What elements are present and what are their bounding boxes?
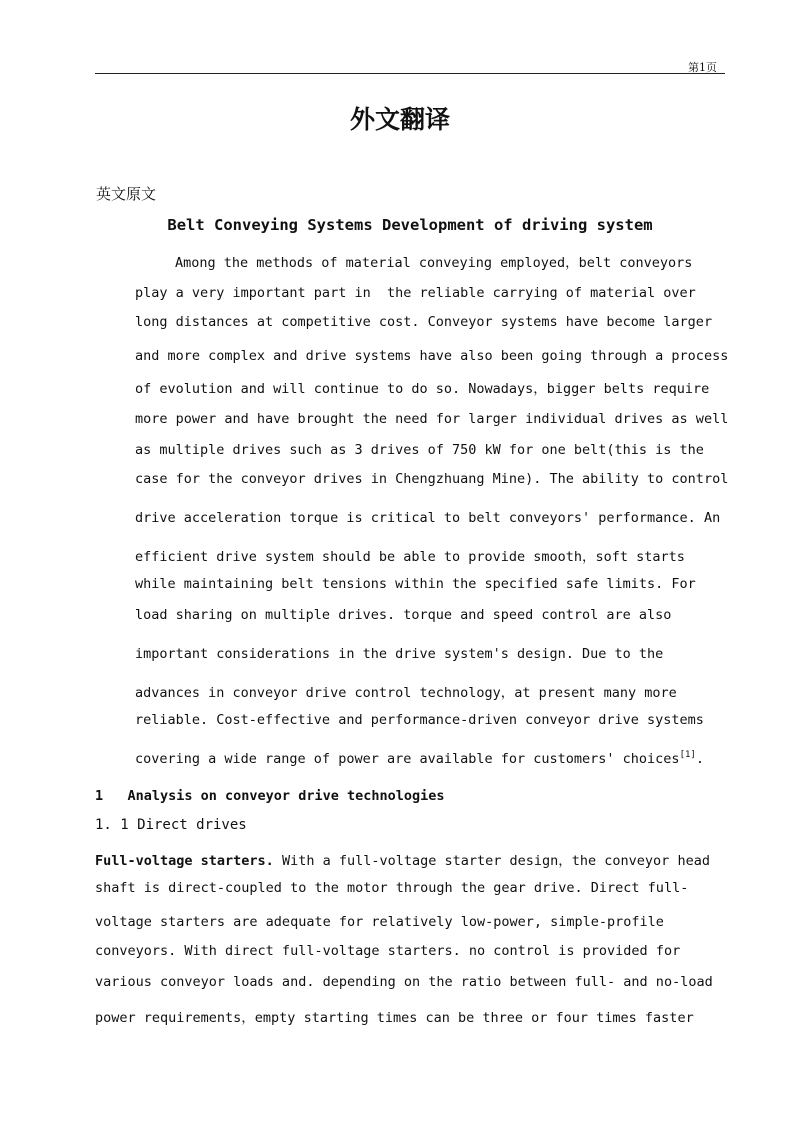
para-line: conveyors. With direct full-voltage starters. no control is provided for [95, 943, 681, 959]
intro-line: as multiple drives such as 3 drives of 750 kW for one belt(this is the [135, 442, 704, 458]
page-number: 第1页 [688, 61, 717, 74]
intro-line: long distances at competitive cost. Conveyor systems have become larger [135, 314, 713, 330]
para-line: various conveyor loads and. depending on the ratio between full- and no-load [95, 974, 713, 990]
intro-line: advances in conveyor drive control technology，at present many more [135, 685, 677, 701]
section-heading: 1 Analysis on conveyor drive technologies [95, 788, 445, 804]
header-rule [95, 73, 725, 74]
intro-line-end: . [695, 751, 704, 767]
subsection-heading: 1. 1 Direct drives [95, 817, 247, 833]
intro-line: more power and have brought the need for larger individual drives as well [135, 411, 729, 427]
intro-line-text: covering a wide range of power are available for customers' choices [135, 751, 680, 767]
intro-line: while maintaining belt tensions within the specified safe limits. For [135, 576, 696, 592]
intro-line: important considerations in the drive system's design. Due to the [135, 646, 664, 662]
para-lead-term: Full-voltage starters. [95, 853, 274, 869]
citation-marker: [1] [679, 750, 696, 760]
intro-line: drive acceleration torque is critical to belt conveyors' performance. An [135, 510, 721, 526]
intro-line: reliable. Cost-effective and performance-driven conveyor drive systems [135, 712, 704, 728]
section-label: 英文原文 [96, 185, 157, 203]
document-title: 外文翻译 [349, 105, 450, 134]
intro-line: of evolution and will continue to do so. Nowadays，bigger belts require [135, 381, 710, 397]
intro-line: Among the methods of material conveying employed，belt conveyors [175, 255, 693, 271]
para-line-text: With a full-voltage starter design，the conveyor head [273, 853, 710, 869]
para-line: voltage starters are adequate for relatively low-power, simple-profile [95, 914, 664, 930]
intro-line: case for the conveyor drives in Chengzhuang Mine). The ability to control [135, 471, 729, 487]
para-line: shaft is direct-coupled to the motor through the gear drive. Direct full- [95, 880, 689, 896]
intro-line: play a very important part in the reliable carrying of material over [135, 285, 696, 301]
article-title: Belt Conveying Systems Development of driving system [167, 216, 653, 234]
para-first-line [95, 849, 710, 869]
intro-line: efficient drive system should be able to provide smooth，soft starts [135, 549, 685, 565]
intro-line: load sharing on multiple drives. torque and speed control are also [135, 607, 672, 623]
intro-line: and more complex and drive systems have also been going through a process [135, 348, 729, 364]
para-line: power requirements，empty starting times can be three or four times faster [95, 1010, 694, 1026]
intro-last-line [135, 750, 704, 767]
